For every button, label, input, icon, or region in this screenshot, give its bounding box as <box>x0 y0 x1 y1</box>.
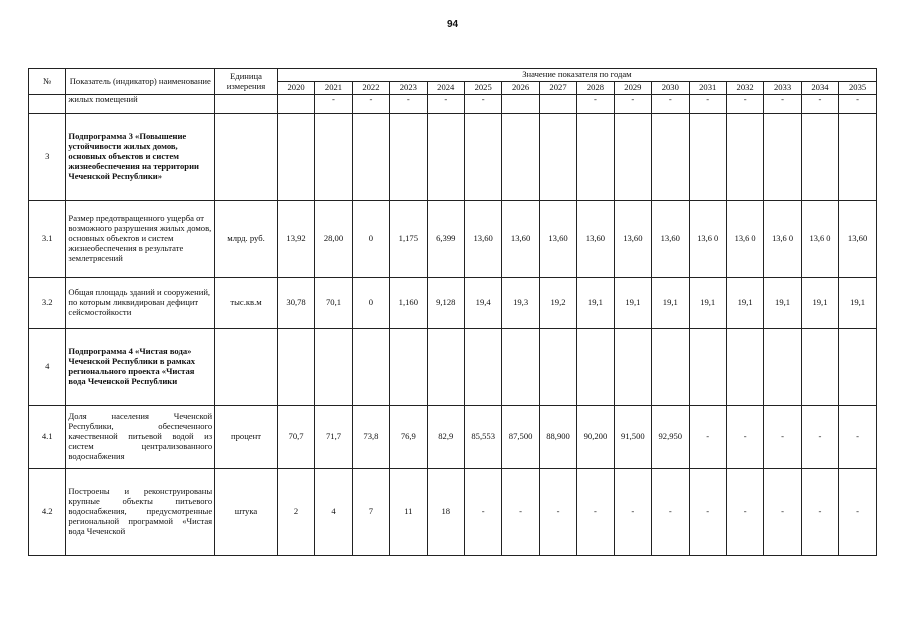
table-row <box>29 329 877 406</box>
row-value: 13,60 <box>614 201 651 278</box>
row-indicator-name: Доля населения Чеченской Республики, обеспеченного качественной питьевой водой из систем централизованного водоснабжения <box>66 406 215 469</box>
row-value: - <box>464 469 501 556</box>
row-value: 13,60 <box>464 201 501 278</box>
row-value: 28,00 <box>315 201 352 278</box>
row-unit: процент <box>215 406 278 469</box>
row-value: - <box>726 469 763 556</box>
row-value: 13,6 0 <box>726 201 763 278</box>
row-value: 7 <box>352 469 389 556</box>
row-value: - <box>726 406 763 469</box>
row-value: 19,1 <box>614 278 651 329</box>
row-value <box>390 329 427 406</box>
row-value: - <box>689 469 726 556</box>
row-value: - <box>352 95 389 114</box>
header-values: Значение показателя по годам <box>277 69 876 82</box>
row-value: 87,500 <box>502 406 539 469</box>
row-value: 13,60 <box>502 201 539 278</box>
header-indicator: Показатель (индикатор) наименование <box>66 69 215 95</box>
row-value: 9,128 <box>427 278 464 329</box>
row-value: - <box>839 95 877 114</box>
row-value <box>277 114 314 201</box>
row-value: - <box>539 469 576 556</box>
row-value <box>839 114 877 201</box>
row-value: - <box>764 406 801 469</box>
row-value: - <box>652 95 689 114</box>
row-value <box>539 329 576 406</box>
indicators-table <box>28 68 877 556</box>
row-indicator-name: Построены и реконструированы крупные объекты питьевого водоснабжения, предусмотренные региональной программой «Чистая вода Чеченской <box>66 469 215 556</box>
row-value: - <box>764 95 801 114</box>
row-value: 19,4 <box>464 278 501 329</box>
row-value: - <box>839 406 877 469</box>
row-value: 13,6 0 <box>801 201 838 278</box>
row-value: - <box>502 469 539 556</box>
row-unit <box>215 329 278 406</box>
row-value: 90,200 <box>577 406 614 469</box>
table-row <box>29 95 877 114</box>
row-value: - <box>464 95 501 114</box>
row-unit <box>215 114 278 201</box>
header-year: 2031 <box>689 82 726 95</box>
row-value <box>315 329 352 406</box>
row-value <box>652 114 689 201</box>
row-value <box>277 329 314 406</box>
row-value: 70,1 <box>315 278 352 329</box>
subprogram-title: Подпрограмма 4 «Чистая вода» Чеченской Республики в рамках регионального проекта «Чистая вода Чеченской Республики <box>66 329 215 406</box>
row-value: 19,3 <box>502 278 539 329</box>
row-value: - <box>801 469 838 556</box>
row-value: 13,6 0 <box>689 201 726 278</box>
row-value <box>614 329 651 406</box>
row-value <box>352 114 389 201</box>
row-value <box>539 95 576 114</box>
row-num: 3 <box>29 114 66 201</box>
row-value <box>502 114 539 201</box>
row-num: 3.2 <box>29 278 66 329</box>
row-unit: штука <box>215 469 278 556</box>
row-value: 2 <box>277 469 314 556</box>
header-year: 2023 <box>390 82 427 95</box>
row-unit: млрд. руб. <box>215 201 278 278</box>
row-value: - <box>726 95 763 114</box>
row-indicator-name: жилых помещений <box>66 95 215 114</box>
row-value <box>427 329 464 406</box>
row-value: 19,1 <box>726 278 763 329</box>
row-value: 4 <box>315 469 352 556</box>
row-value <box>464 329 501 406</box>
row-value: - <box>577 469 614 556</box>
row-value: - <box>839 469 877 556</box>
row-value <box>577 329 614 406</box>
row-value <box>689 329 726 406</box>
header-year: 2025 <box>464 82 501 95</box>
table-row <box>29 201 877 278</box>
header-year: 2030 <box>652 82 689 95</box>
header-year: 2035 <box>839 82 877 95</box>
row-value <box>652 329 689 406</box>
row-value: 19,1 <box>764 278 801 329</box>
row-value: 30,78 <box>277 278 314 329</box>
table-row <box>29 469 877 556</box>
row-value: 11 <box>390 469 427 556</box>
row-num: 4.2 <box>29 469 66 556</box>
row-value: - <box>652 469 689 556</box>
row-value: - <box>689 406 726 469</box>
table-row <box>29 114 877 201</box>
row-value <box>726 114 763 201</box>
subprogram-title: Подпрограмма 3 «Повышение устойчивости жилых домов, основных объектов и систем жизнеобеспечения на территории Чеченской Республики» <box>66 114 215 201</box>
row-value <box>539 114 576 201</box>
row-value: 19,1 <box>689 278 726 329</box>
row-value: 13,60 <box>539 201 576 278</box>
row-unit <box>215 95 278 114</box>
row-value: 13,92 <box>277 201 314 278</box>
row-value: - <box>801 95 838 114</box>
row-value: 19,1 <box>801 278 838 329</box>
header-year: 2020 <box>277 82 314 95</box>
row-num: 4.1 <box>29 406 66 469</box>
row-value: - <box>577 95 614 114</box>
row-value <box>801 114 838 201</box>
row-indicator-name: Размер предотвращенного ущерба от возможного разрушения жилых домов, основных объектов и систем жизнеобеспечения в результате землетрясений <box>66 201 215 278</box>
row-value: 70,7 <box>277 406 314 469</box>
header-num: № <box>29 69 66 95</box>
row-indicator-name: Общая площадь зданий и сооружений, по которым ликвидирован дефицит сейсмостойкости <box>66 278 215 329</box>
header-year: 2028 <box>577 82 614 95</box>
table-row <box>29 278 877 329</box>
row-value: 1,160 <box>390 278 427 329</box>
row-value <box>352 329 389 406</box>
header-year: 2022 <box>352 82 389 95</box>
row-value: 0 <box>352 201 389 278</box>
row-value: 82,9 <box>427 406 464 469</box>
page-number: 94 <box>446 19 459 30</box>
row-value: 13,60 <box>839 201 877 278</box>
row-value <box>689 114 726 201</box>
row-value <box>390 114 427 201</box>
header-year: 2026 <box>502 82 539 95</box>
row-value <box>502 329 539 406</box>
row-value: 91,500 <box>614 406 651 469</box>
row-num: 3.1 <box>29 201 66 278</box>
header-year: 2033 <box>764 82 801 95</box>
row-value <box>427 114 464 201</box>
row-value: 1,175 <box>390 201 427 278</box>
row-value <box>315 114 352 201</box>
row-value <box>801 329 838 406</box>
row-value: - <box>427 95 464 114</box>
row-value: 76,9 <box>390 406 427 469</box>
row-value: - <box>764 469 801 556</box>
row-value: 19,1 <box>577 278 614 329</box>
row-value: 88,900 <box>539 406 576 469</box>
row-value: 85,553 <box>464 406 501 469</box>
row-value <box>464 114 501 201</box>
row-value <box>726 329 763 406</box>
table-row <box>29 406 877 469</box>
header-year: 2027 <box>539 82 576 95</box>
row-num <box>29 95 66 114</box>
row-value: 73,8 <box>352 406 389 469</box>
row-value: 18 <box>427 469 464 556</box>
row-value: - <box>315 95 352 114</box>
row-value: - <box>614 469 651 556</box>
header-year: 2024 <box>427 82 464 95</box>
row-value: - <box>801 406 838 469</box>
row-value: 6,399 <box>427 201 464 278</box>
row-value: - <box>689 95 726 114</box>
row-value <box>839 329 877 406</box>
row-value: 71,7 <box>315 406 352 469</box>
header-unit: Единица измерения <box>215 69 278 95</box>
row-value: 92,950 <box>652 406 689 469</box>
header-year: 2021 <box>315 82 352 95</box>
row-value: 13,60 <box>577 201 614 278</box>
row-value <box>614 114 651 201</box>
row-value: - <box>390 95 427 114</box>
row-value <box>764 329 801 406</box>
row-value: 19,2 <box>539 278 576 329</box>
row-value <box>277 95 314 114</box>
row-value: 0 <box>352 278 389 329</box>
row-value: 13,6 0 <box>764 201 801 278</box>
row-value <box>577 114 614 201</box>
row-unit: тыс.кв.м <box>215 278 278 329</box>
row-value: 19,1 <box>652 278 689 329</box>
header-year: 2029 <box>614 82 651 95</box>
row-value: - <box>614 95 651 114</box>
row-value <box>502 95 539 114</box>
row-value <box>764 114 801 201</box>
header-year: 2034 <box>801 82 838 95</box>
row-value: 13,60 <box>652 201 689 278</box>
header-year: 2032 <box>726 82 763 95</box>
row-value: 19,1 <box>839 278 877 329</box>
row-num: 4 <box>29 329 66 406</box>
